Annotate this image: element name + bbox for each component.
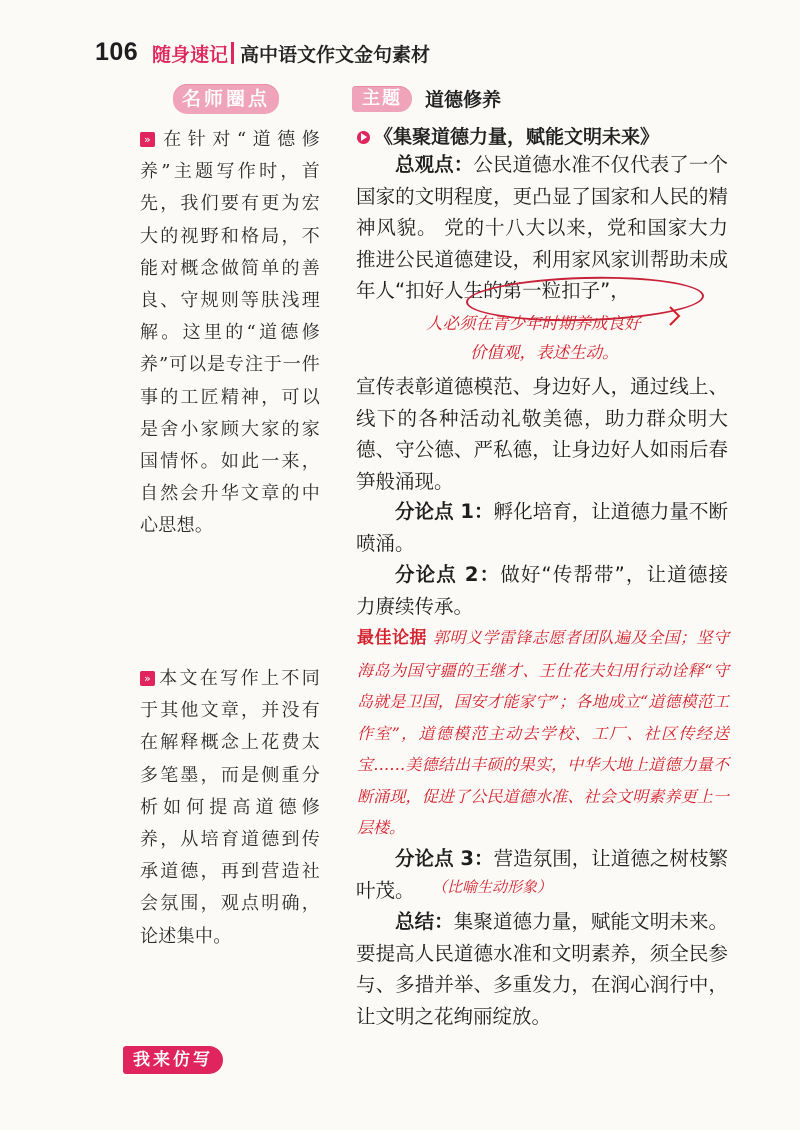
summary bbox=[356, 906, 728, 1032]
handwritten-annotation-3: （比喻生动形象） bbox=[432, 878, 553, 896]
sub-point-1-text: 孵化培育，让道德力量不断喷涌。 bbox=[356, 500, 728, 555]
header-divider bbox=[231, 42, 234, 64]
essay-title-text: 《集聚道德力量，赋能文明未来》 bbox=[374, 126, 660, 148]
book-title: 高中语文作文金句素材 bbox=[240, 44, 431, 66]
main-point-continued: 宣传表彰道德模范、身边好人，通过线上、线下的各种活动礼敬美德，助力群众明大德、守公德、严私德，让身边好人如雨后春笋般涌现。 bbox=[356, 375, 728, 493]
sub-point-1 bbox=[356, 496, 728, 559]
teacher-comment-badge: 名师圈点 bbox=[173, 84, 279, 114]
page-number: 106 bbox=[95, 38, 139, 66]
best-evidence-text: 郭明义学雷锋志愿者团队遍及全国；坚守海岛为国守疆的王继才、王仕花夫妇用行动诠释“守岛就是卫国，国安才能家宁”；各地成立“道德模范工作室”，道德模范主动去学校、工厂、社区传经送宝……美德结出丰硕的果实，中华大地上道德力量不断涌现，促进了公民道德水准、社会文明素养更上一层楼。 bbox=[357, 628, 729, 837]
summary-text: 集聚道德力量，赋能文明未来。要提高人民道德水准和文明素养，须全民参与、多措并举、多重发力，在润心润行中，让文明之花绚丽绽放。 bbox=[356, 910, 728, 1028]
teacher-note-1 bbox=[140, 124, 320, 543]
main-point-text: 公民道德水准不仅代表了一个国家的文明程度，更凸显了国家和人民的精神风貌。 党的十八大以来，党和国家大力推进公民道德建设，利用家风家训帮助未成年人“扣好人生的第一粒扣子”， bbox=[356, 153, 728, 302]
best-evidence bbox=[357, 622, 729, 844]
play-bullet-icon bbox=[357, 131, 370, 144]
best-evidence-label: 最佳论据 bbox=[357, 628, 427, 648]
theme-badge: 主题 bbox=[352, 86, 412, 112]
sub-point-1-label: 分论点 1： bbox=[395, 500, 494, 523]
sub-point-3-text: 营造氛围，让道德之树枝繁叶茂。 bbox=[356, 847, 728, 902]
book-series: 随身速记 bbox=[152, 44, 229, 66]
sub-point-2 bbox=[356, 559, 728, 622]
essay-title bbox=[357, 122, 659, 149]
summary-label: 总结： bbox=[395, 910, 454, 933]
double-chevron-icon: » bbox=[140, 671, 155, 686]
teacher-note-2-text: 本文在写作上不同于其他文章，并没有在解释概念上花费太多笔墨，而是侧重分析如何提高道德修养，从培育道德到传承道德，再到营造社会氛围，观点明确，论述集中。 bbox=[140, 668, 320, 947]
theme-title: 道德修养 bbox=[425, 89, 502, 111]
imitate-writing-badge: 我来仿写 bbox=[123, 1046, 223, 1074]
sub-point-2-label: 分论点 2： bbox=[395, 563, 501, 586]
teacher-note-2 bbox=[140, 663, 320, 953]
handwritten-annotation-2: 价值观，表述生动。 bbox=[470, 343, 619, 362]
handwritten-arrow-icon bbox=[668, 305, 682, 327]
main-point-label: 总观点： bbox=[395, 153, 474, 176]
sub-point-3-label: 分论点 3： bbox=[395, 847, 494, 870]
teacher-note-1-text: 在针对“道德修养”主题写作时，首先，我们要有更为宏大的视野和格局，不能对概念做简单的善良、守规则等肤浅理解。这里的“道德修养”可以是专注于一件事的工匠精神，可以是舍小家顾大家的家国情怀。如此一来，自然会升华文章的中心思想。 bbox=[140, 129, 320, 537]
sub-point-2-text: 做好“传帮带”，让道德接力赓续传承。 bbox=[356, 563, 728, 618]
double-chevron-icon: » bbox=[140, 132, 155, 147]
handwritten-annotation-1: 人必须在青少年时期养成良好 bbox=[426, 314, 641, 333]
